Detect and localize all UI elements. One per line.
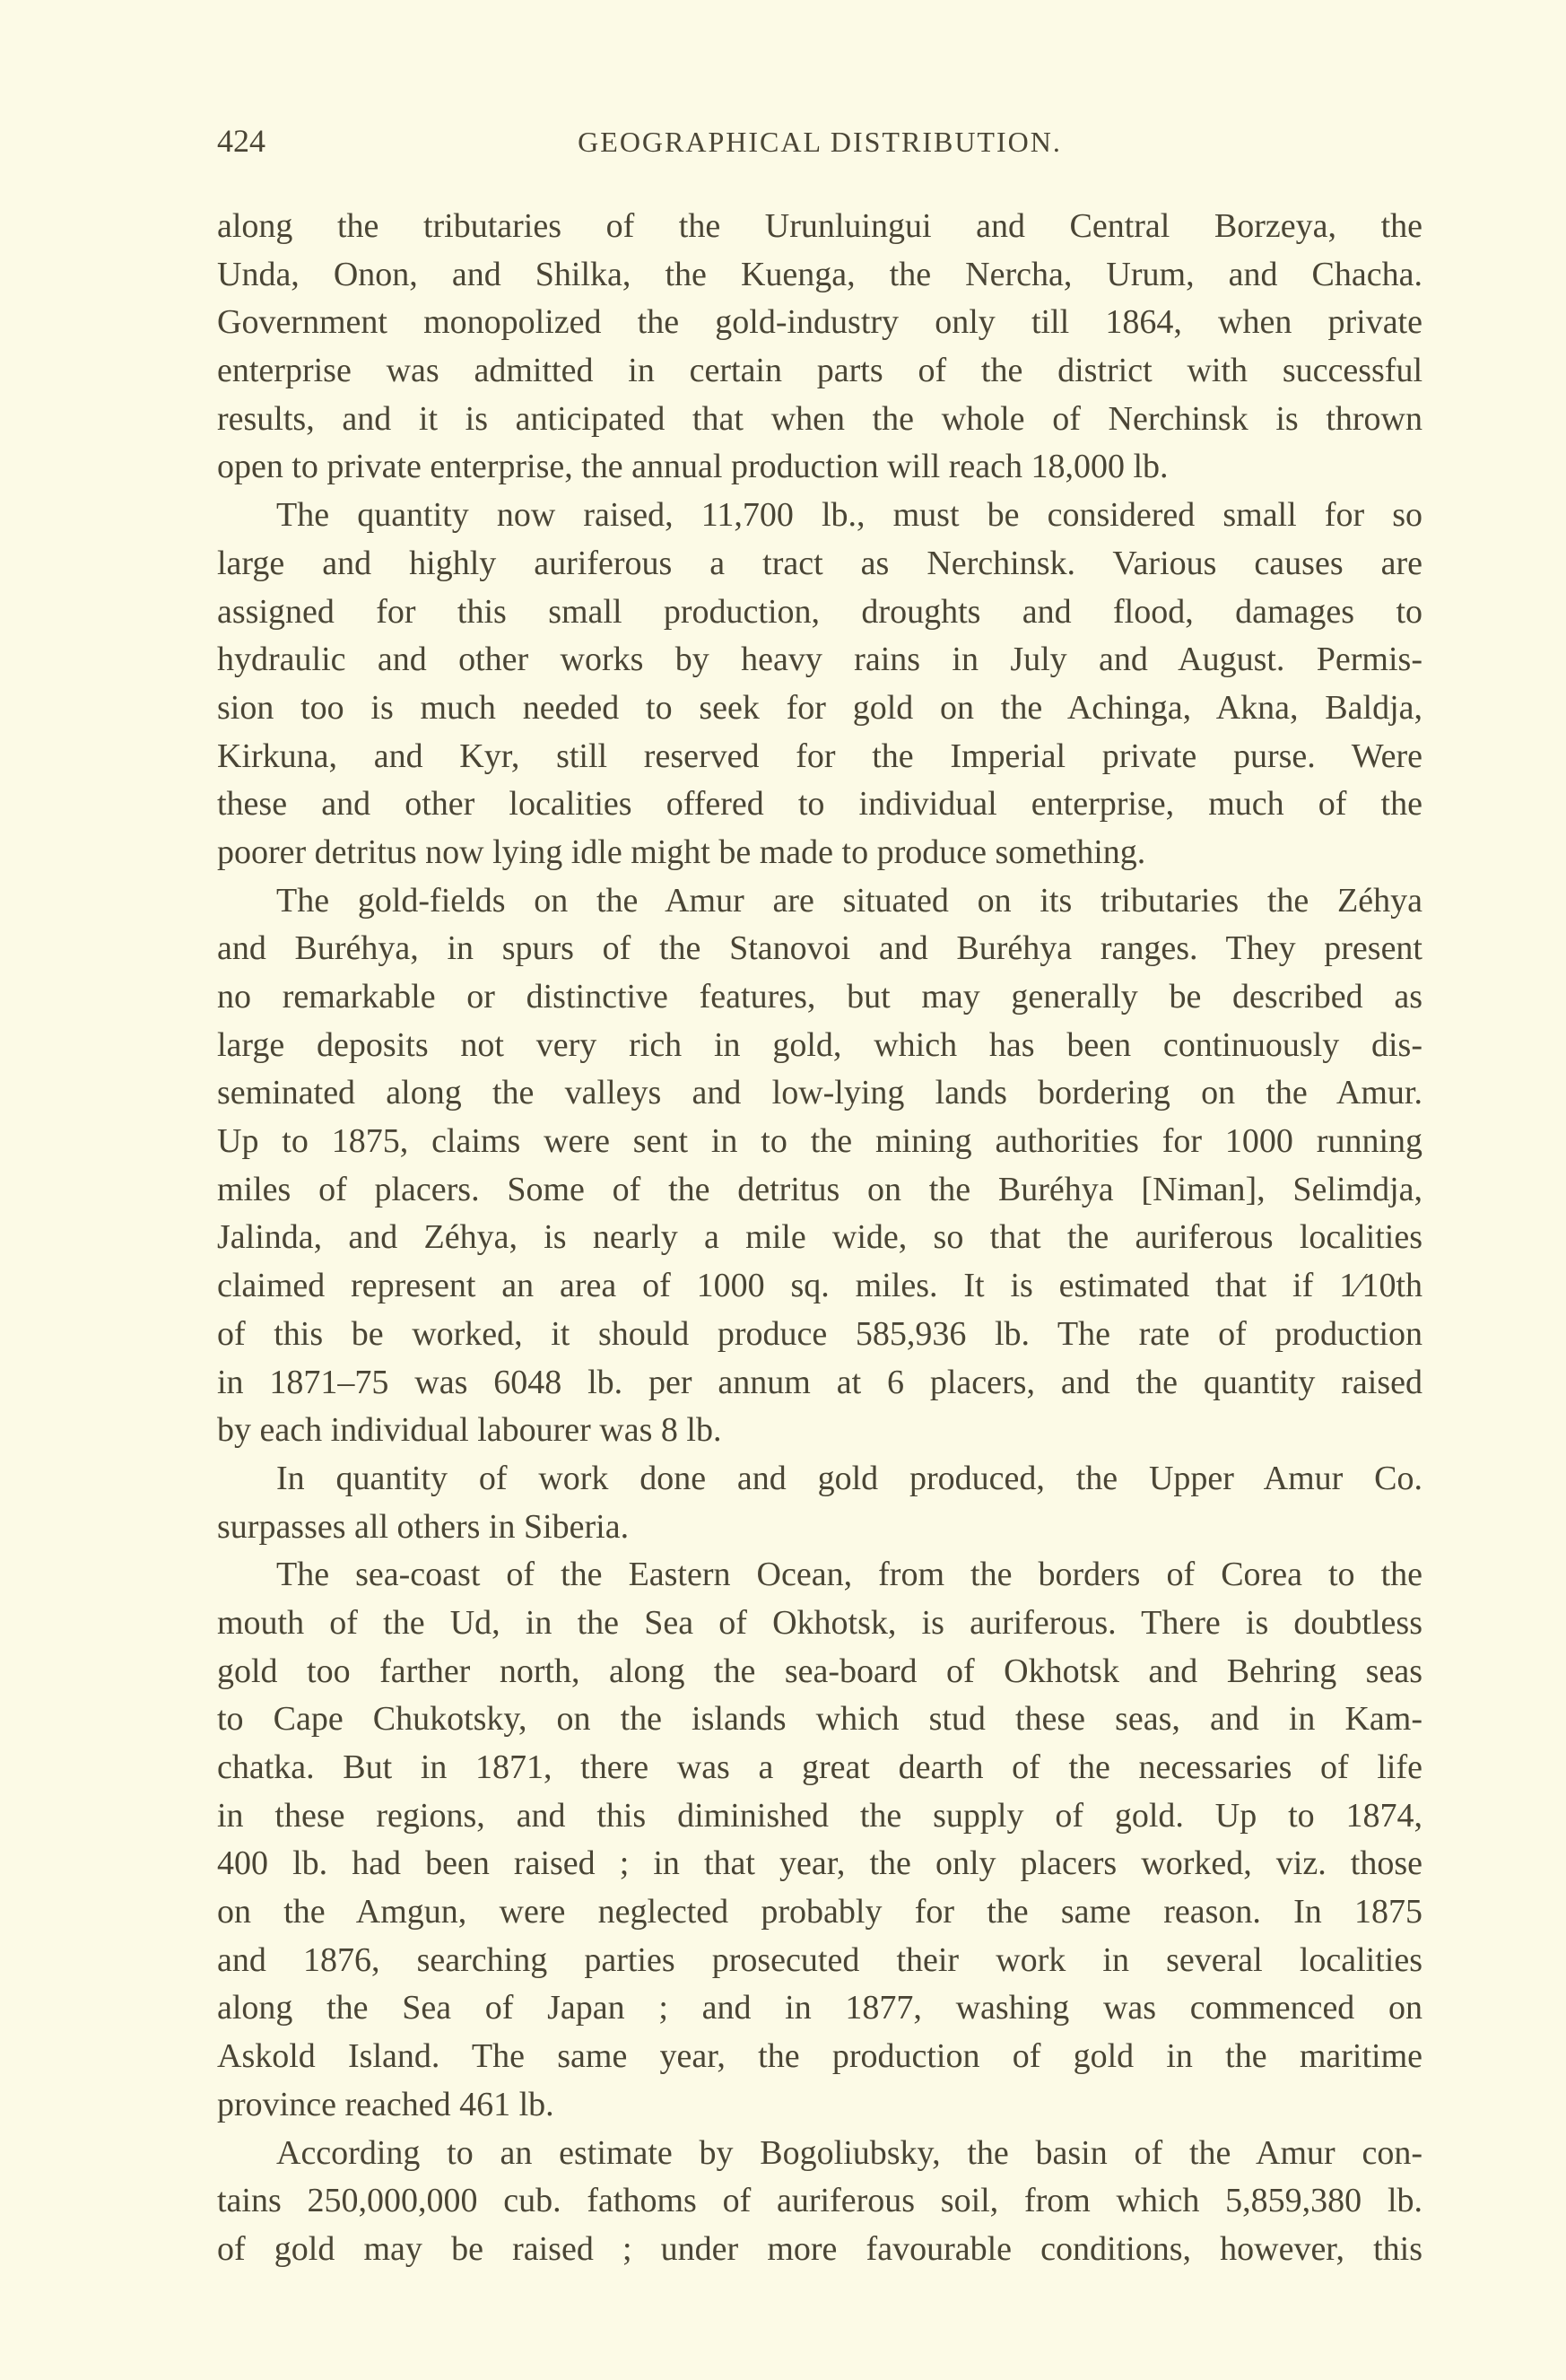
text-line: Askold Island. The same year, the production of gold in the maritime bbox=[217, 2037, 1422, 2076]
text-line: results, and it is anticipated that when the whole of Nerchinsk is thrown bbox=[217, 399, 1422, 438]
page-header bbox=[217, 122, 1422, 167]
text-line: by each individual labourer was 8 lb. bbox=[217, 1411, 722, 1450]
text-line: miles of placers. Some of the detritus on the Buréhya [Niman], Selimdja, bbox=[217, 1170, 1422, 1208]
text-line: along the tributaries of the Urunluingui and Central Borzeya, the bbox=[217, 207, 1422, 245]
paragraph bbox=[217, 877, 1422, 1455]
text-line: Jalinda, and Zéhya, is nearly a mile wide, so that the auriferous localities bbox=[217, 1218, 1422, 1257]
text-line: along the Sea of Japan ; and in 1877, washing was commenced on bbox=[217, 1989, 1422, 2027]
text-line: chatka. But in 1871, there was a great dearth of the necessaries of life bbox=[217, 1748, 1422, 1786]
text-line: The gold-fields on the Amur are situated on its tributaries the Zéhya bbox=[276, 881, 1422, 920]
text-line: The quantity now raised, 11,700 lb., must be considered small for so bbox=[276, 496, 1422, 535]
text-line: According to an estimate by Bogoliubsky, the basin of the Amur con- bbox=[276, 2133, 1422, 2172]
text-line: and 1876, searching parties prosecuted their work in several localities bbox=[217, 1940, 1422, 1979]
text-line: open to private enterprise, the annual production will reach 18,000 lb. bbox=[217, 448, 1169, 486]
paragraph bbox=[217, 492, 1422, 877]
page-number: 424 bbox=[217, 123, 265, 159]
text-line: province reached 461 lb. bbox=[217, 2085, 554, 2123]
text-line: Unda, Onon, and Shilka, the Kuenga, the Nercha, Urum, and Chacha. bbox=[217, 255, 1422, 293]
text-line: in these regions, and this diminished the supply of gold. Up to 1874, bbox=[217, 1796, 1422, 1835]
text-line: claimed represent an area of 1000 sq. miles. It is estimated that if 1⁄10th bbox=[217, 1267, 1422, 1305]
paragraph bbox=[217, 2130, 1422, 2274]
text-line: tains 250,000,000 cub. fathoms of auriferous soil, from which 5,859,380 lb. bbox=[217, 2182, 1422, 2220]
text-line: The sea-coast of the Eastern Ocean, from the borders of Corea to the bbox=[276, 1556, 1422, 1594]
text-line: to Cape Chukotsky, on the islands which stud these seas, and in Kam- bbox=[217, 1700, 1422, 1739]
text-line: enterprise was admitted in certain parts of the district with successful bbox=[217, 352, 1422, 390]
running-title: GEOGRAPHICAL DISTRIBUTION. bbox=[578, 126, 1062, 158]
text-line: mouth of the Ud, in the Sea of Okhotsk, is auriferous. There is doubtless bbox=[217, 1603, 1422, 1642]
text-line: gold too farther north, along the sea-board of Okhotsk and Behring seas bbox=[217, 1652, 1422, 1690]
text-line: hydraulic and other works by heavy rains in July and August. Permis- bbox=[217, 641, 1422, 679]
paragraph bbox=[217, 203, 1422, 492]
paragraph bbox=[217, 1455, 1422, 1551]
text-line: poorer detritus now lying idle might be made to produce something. bbox=[217, 833, 1146, 871]
text-line: Up to 1875, claims were sent in to the mining authorities for 1000 running bbox=[217, 1122, 1422, 1161]
text-line: surpasses all others in Siberia. bbox=[217, 1507, 630, 1546]
text-line: no remarkable or distinctive features, but may generally be described as bbox=[217, 978, 1422, 1016]
text-line: these and other localities offered to individual enterprise, much of the bbox=[217, 785, 1422, 824]
text-line: seminated along the valleys and low-lying lands bordering on the Amur. bbox=[217, 1074, 1422, 1112]
text-line: 400 lb. had been raised ; in that year, the only placers worked, viz. those bbox=[217, 1844, 1422, 1883]
text-line: and Buréhya, in spurs of the Stanovoi and Buréhya ranges. They present bbox=[217, 929, 1422, 968]
text-line: assigned for this small production, droughts and flood, damages to bbox=[217, 592, 1422, 631]
text-line: of this be worked, it should produce 585,936 lb. The rate of production bbox=[217, 1314, 1422, 1353]
text-line: of gold may be raised ; under more favourable conditions, however, this bbox=[217, 2229, 1422, 2268]
text-line: large deposits not very rich in gold, which has been continuously dis- bbox=[217, 1025, 1422, 1064]
text-line: large and highly auriferous a tract as Nerchinsk. Various causes are bbox=[217, 544, 1422, 582]
text-line: on the Amgun, were neglected probably for the same reason. In 1875 bbox=[217, 1893, 1422, 1931]
text-line: Kirkuna, and Kyr, still reserved for the Imperial private purse. Were bbox=[217, 737, 1422, 775]
page-body bbox=[217, 203, 1422, 2274]
text-line: Government monopolized the gold-industry only till 1864, when private bbox=[217, 303, 1422, 342]
text-line: In quantity of work done and gold produced, the Upper Amur Co. bbox=[276, 1459, 1422, 1497]
text-line: in 1871–75 was 6048 lb. per annum at 6 placers, and the quantity raised bbox=[217, 1363, 1422, 1401]
text-line: sion too is much needed to seek for gold on the Achinga, Akna, Baldja, bbox=[217, 688, 1422, 727]
paragraph bbox=[217, 1551, 1422, 2129]
